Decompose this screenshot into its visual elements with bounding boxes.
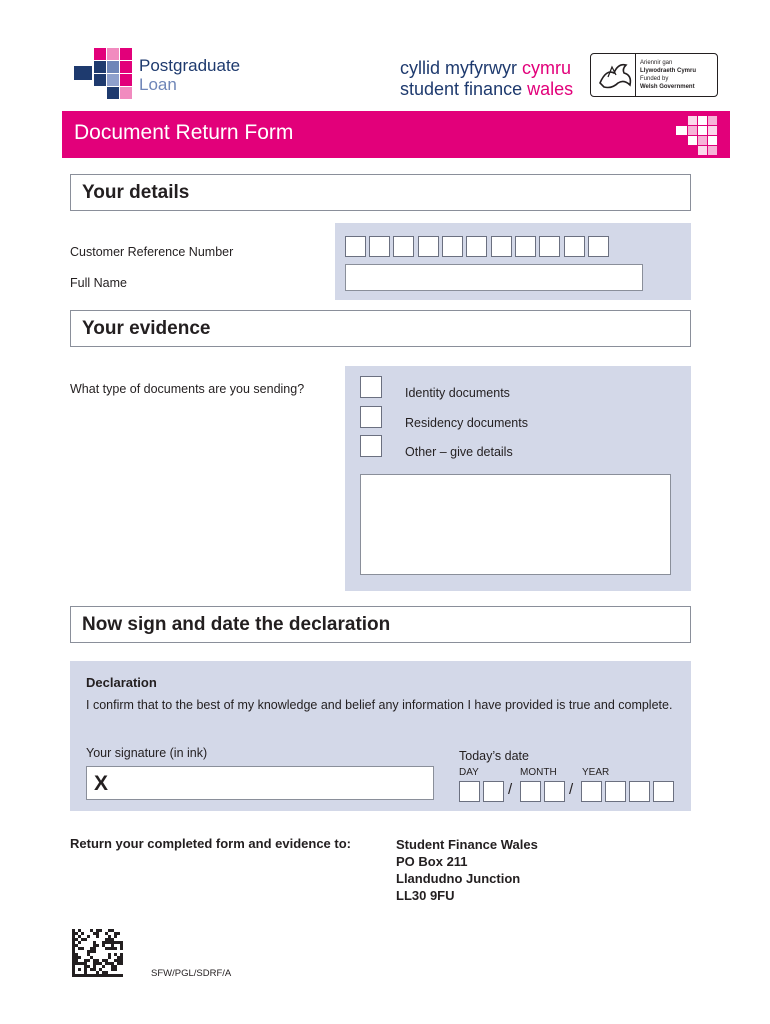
- residency-documents-checkbox[interactable]: [360, 406, 382, 428]
- crn-digit-box[interactable]: [588, 236, 609, 257]
- signature-field[interactable]: [86, 766, 434, 800]
- logo-line1: Postgraduate: [139, 56, 241, 75]
- return-address: [396, 836, 538, 904]
- year-label: YEAR: [582, 767, 610, 778]
- day-digit-box[interactable]: [459, 781, 480, 802]
- year-digit-box[interactable]: [605, 781, 626, 802]
- signature-label: Your signature (in ink): [86, 746, 208, 760]
- identity-documents-checkbox[interactable]: [360, 376, 382, 398]
- logo-line2: Loan: [139, 75, 177, 94]
- address-line: Student Finance Wales: [396, 837, 538, 852]
- year-digit-box[interactable]: [653, 781, 674, 802]
- dragon-icon: [596, 59, 636, 91]
- crn-label: Customer Reference Number: [70, 245, 234, 259]
- year-digit-box[interactable]: [581, 781, 602, 802]
- crn-digit-box[interactable]: [393, 236, 414, 257]
- logo-squares-icon: [74, 46, 136, 100]
- crn-digit-box[interactable]: [466, 236, 487, 257]
- year-digit-box[interactable]: [629, 781, 650, 802]
- signature-mark: X: [94, 772, 109, 795]
- gov-line1: Ariennir gan: [640, 60, 673, 66]
- section-heading-details: Your details: [70, 174, 691, 211]
- date-separator: /: [569, 781, 574, 798]
- page-title: Document Return Form: [74, 121, 294, 144]
- document-type-question: What type of documents are you sending?: [70, 382, 305, 396]
- month-digit-box[interactable]: [520, 781, 541, 802]
- full-name-field[interactable]: [345, 264, 643, 291]
- other-documents-checkbox[interactable]: [360, 435, 382, 457]
- declaration-text: I confirm that to the best of my knowledge and belief any information I have provided is true and complete.: [86, 698, 673, 712]
- return-label: Return your completed form and evidence to:: [70, 836, 351, 851]
- other-documents-label: Other – give details: [405, 445, 513, 459]
- crn-digit-box[interactable]: [515, 236, 536, 257]
- brand-welsh-a: cyllid myfyrwyr: [400, 58, 517, 78]
- section-heading-evidence: Your evidence: [70, 310, 691, 347]
- address-line: LL30 9FU: [396, 888, 455, 903]
- form-code: SFW/PGL/SDRF/A: [151, 968, 232, 979]
- gov-line4: Welsh Government: [640, 84, 695, 90]
- welsh-government-logo: [590, 53, 718, 97]
- brand-welsh-b: cymru: [522, 58, 572, 78]
- todays-date-label: Today’s date: [459, 749, 529, 763]
- month-digit-box[interactable]: [544, 781, 565, 802]
- crn-digit-box[interactable]: [345, 236, 366, 257]
- date-separator: /: [508, 781, 513, 798]
- identity-documents-label: Identity documents: [405, 386, 510, 400]
- declaration-panel: [70, 661, 691, 811]
- gov-line2: Llywodraeth Cymru: [640, 68, 697, 74]
- qr-code-icon: [72, 929, 124, 977]
- details-panel: [335, 223, 691, 300]
- address-line: PO Box 211: [396, 854, 468, 869]
- logo-title: [139, 56, 240, 94]
- day-label: DAY: [459, 767, 479, 778]
- banner-squares-icon: [674, 114, 722, 156]
- sfw-brand: [400, 58, 573, 100]
- declaration-title: Declaration: [86, 675, 157, 690]
- crn-digit-box[interactable]: [442, 236, 463, 257]
- crn-digit-box[interactable]: [564, 236, 585, 257]
- title-banner: [62, 111, 730, 158]
- address-line: Llandudno Junction: [396, 871, 521, 886]
- crn-digit-box[interactable]: [491, 236, 512, 257]
- evidence-panel: [345, 366, 691, 591]
- residency-documents-label: Residency documents: [405, 416, 528, 430]
- gov-line3: Funded by: [640, 76, 669, 82]
- postgraduate-loan-logo: [74, 46, 136, 100]
- brand-english-a: student finance: [400, 79, 523, 99]
- day-digit-box[interactable]: [483, 781, 504, 802]
- section-heading-declaration: Now sign and date the declaration: [70, 606, 691, 643]
- crn-digit-box[interactable]: [539, 236, 560, 257]
- full-name-label: Full Name: [70, 276, 127, 290]
- other-details-textarea[interactable]: [360, 474, 671, 575]
- crn-digit-box[interactable]: [418, 236, 439, 257]
- month-label: MONTH: [520, 767, 557, 778]
- crn-digit-box[interactable]: [369, 236, 390, 257]
- brand-english-b: wales: [527, 79, 574, 99]
